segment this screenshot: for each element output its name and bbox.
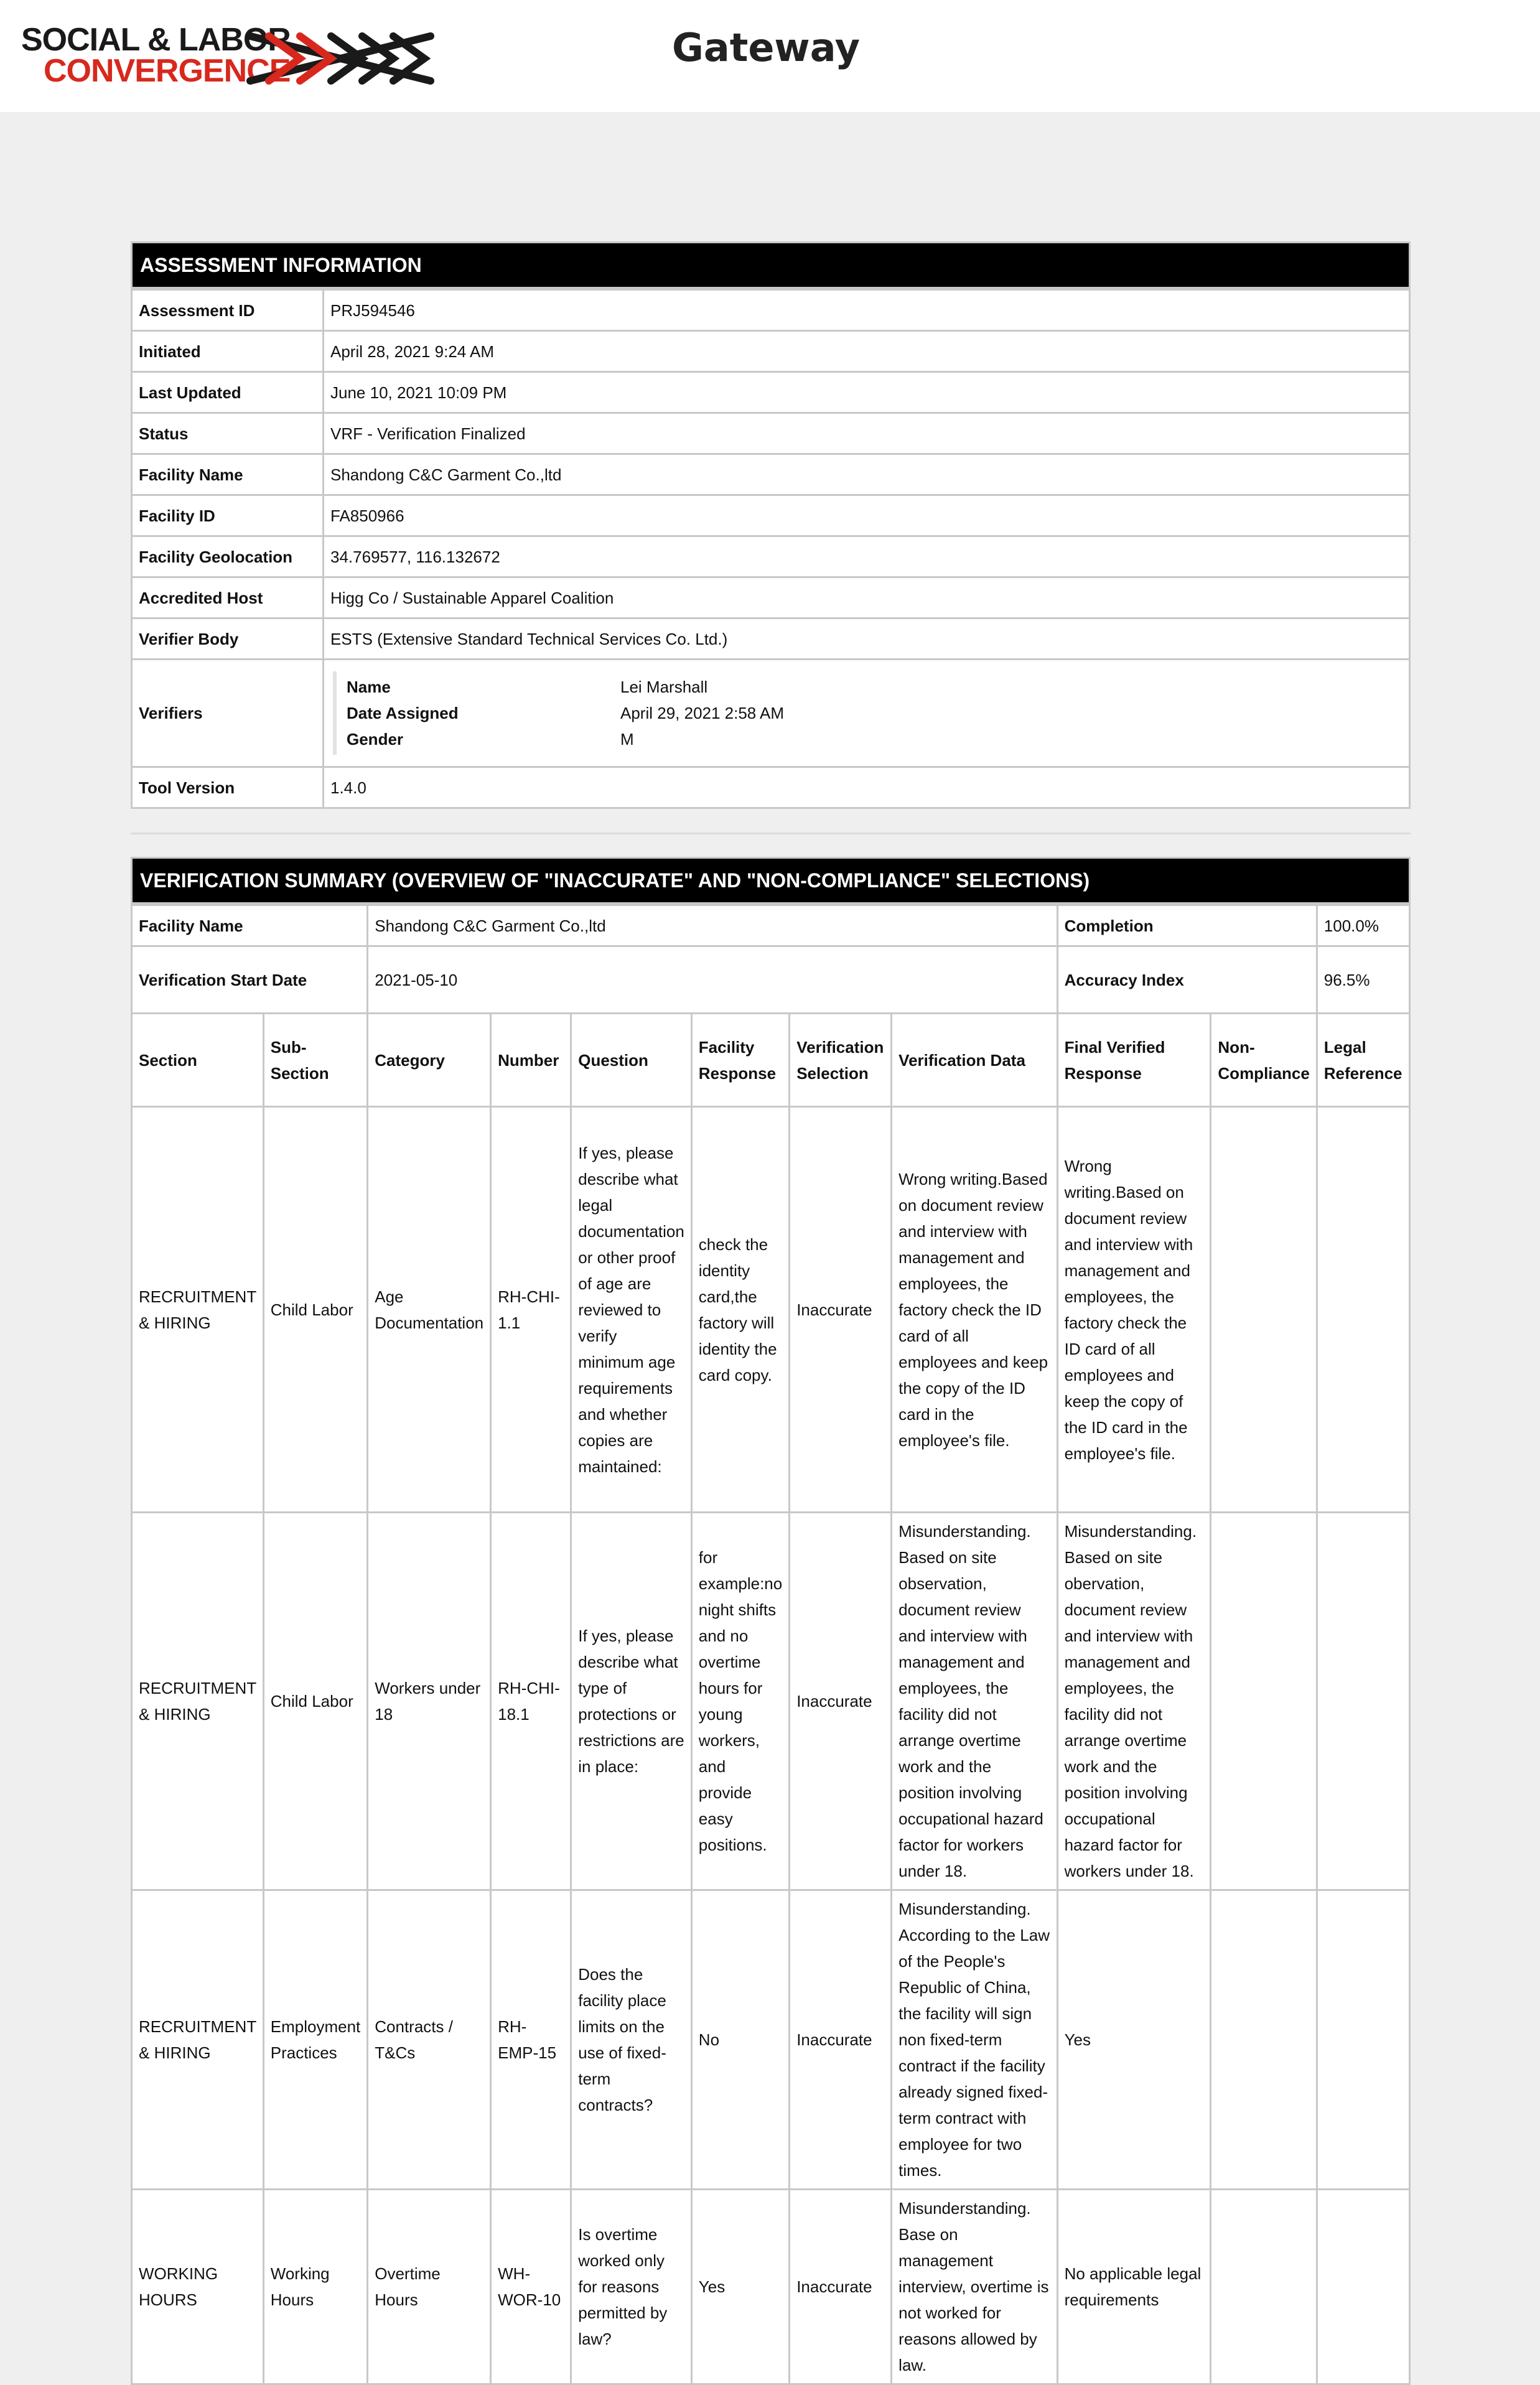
cell-non-compliance xyxy=(1211,1513,1317,1890)
info-row xyxy=(132,372,1410,413)
verifiers-cell xyxy=(324,660,1410,767)
column-header: Legal Reference xyxy=(1317,1014,1409,1107)
cell-sub-section: Employment Practices xyxy=(263,1890,368,2190)
verifier-date-label: Date Assigned xyxy=(347,704,459,722)
cell-section: RECRUITMENT & HIRING xyxy=(132,1890,264,2190)
table-row xyxy=(132,1513,1410,1890)
cell-non-compliance xyxy=(1211,1890,1317,2190)
info-row xyxy=(132,331,1410,372)
cell-legal-reference xyxy=(1317,1513,1409,1890)
verifier-name-label: Name xyxy=(347,678,391,696)
info-row xyxy=(132,767,1410,808)
slcp-logo xyxy=(21,22,419,91)
cell-verification-data: Wrong writing.Based on document review and interview with management and employees, the factory check the ID card of all employees and keep the copy of the ID card in the employee's file. xyxy=(892,1107,1057,1513)
cell-facility-response: check the identity card,the factory will identity the card copy. xyxy=(691,1107,789,1513)
verifiers-row xyxy=(132,660,1410,767)
cell-category: Overtime Hours xyxy=(368,2190,491,2384)
info-value: ESTS (Extensive Standard Technical Services Co. Ltd.) xyxy=(324,618,1410,660)
info-value: 34.769577, 116.132672 xyxy=(324,536,1410,577)
logo-line2: CONVERGENCE xyxy=(44,53,291,89)
verification-summary-header: VERIFICATION SUMMARY (OVERVIEW OF "INACCURATE" AND "NON-COMPLIANCE" SELECTIONS) xyxy=(131,857,1411,904)
summary-meta-row xyxy=(132,946,1410,1014)
column-header: Category xyxy=(368,1014,491,1107)
column-header: Verification Data xyxy=(892,1014,1057,1107)
info-value: 1.4.0 xyxy=(324,767,1410,808)
info-value: June 10, 2021 10:09 PM xyxy=(324,372,1410,413)
cell-verification-data: Misunderstanding. Base on management interview, overtime is not worked for reasons allowed by law. xyxy=(892,2190,1057,2384)
verification-summary-table xyxy=(131,904,1411,2385)
cell-verification-selection: Inaccurate xyxy=(790,1513,892,1890)
verifier-details xyxy=(333,671,1402,755)
cell-number: RH-CHI-1.1 xyxy=(491,1107,571,1513)
cell-legal-reference xyxy=(1317,1107,1409,1513)
meta-value: 96.5% xyxy=(1317,946,1409,1014)
info-value: Higg Co / Sustainable Apparel Coalition xyxy=(324,577,1410,618)
info-value: April 28, 2021 9:24 AM xyxy=(324,331,1410,372)
info-label: Facility Name xyxy=(132,454,324,495)
cell-verification-selection: Inaccurate xyxy=(790,1107,892,1513)
cell-question: If yes, please describe what type of protections or restrictions are in place: xyxy=(571,1513,692,1890)
logo-weave-icon xyxy=(244,24,437,92)
meta-value: Shandong C&C Garment Co.,ltd xyxy=(368,905,1057,946)
cell-category: Workers under 18 xyxy=(368,1513,491,1890)
column-header: Final Verified Response xyxy=(1057,1014,1211,1107)
assessment-info-table xyxy=(131,289,1411,809)
table-row xyxy=(132,1890,1410,2190)
column-header: Verification Selection xyxy=(790,1014,892,1107)
cell-non-compliance xyxy=(1211,1107,1317,1513)
cell-final-response: Misunderstanding. Based on site obervation, document review and interview with management and employees, the facility did not arrange overtime work and the position involving occupational hazard factor for workers under 18. xyxy=(1057,1513,1211,1890)
cell-facility-response: No xyxy=(691,1890,789,2190)
verifier-gender-label: Gender xyxy=(347,730,404,749)
info-value: PRJ594546 xyxy=(324,290,1410,331)
cell-category: Age Documentation xyxy=(368,1107,491,1513)
cell-verification-selection: Inaccurate xyxy=(790,1890,892,2190)
column-header: Question xyxy=(571,1014,692,1107)
section-divider xyxy=(131,833,1411,834)
info-label: Verifier Body xyxy=(132,618,324,660)
info-value: Shandong C&C Garment Co.,ltd xyxy=(324,454,1410,495)
table-row xyxy=(132,1107,1410,1513)
verifier-name: Lei Marshall xyxy=(620,678,708,696)
info-value: VRF - Verification Finalized xyxy=(324,413,1410,454)
logo-line1: SOCIAL & LABOR xyxy=(21,22,291,58)
cell-sub-section: Working Hours xyxy=(263,2190,368,2384)
top-bar xyxy=(0,0,1540,112)
column-header: Section xyxy=(132,1014,264,1107)
meta-label: Verification Start Date xyxy=(132,946,368,1014)
info-label: Verifiers xyxy=(132,660,324,767)
cell-verification-data: Misunderstanding. According to the Law of the People's Republic of China, the facility will sign non fixed-term contract if the facility already signed fixed-term contract with employee for two times. xyxy=(892,1890,1057,2190)
column-header: Sub-Section xyxy=(263,1014,368,1107)
column-header: Facility Response xyxy=(691,1014,789,1107)
meta-label: Facility Name xyxy=(132,905,368,946)
cell-legal-reference xyxy=(1317,1890,1409,2190)
info-label: Accredited Host xyxy=(132,577,324,618)
info-label: Last Updated xyxy=(132,372,324,413)
cell-question: Is overtime worked only for reasons permitted by law? xyxy=(571,2190,692,2384)
meta-label: Completion xyxy=(1057,905,1317,946)
info-label: Facility ID xyxy=(132,495,324,536)
cell-section: WORKING HOURS xyxy=(132,2190,264,2384)
cell-sub-section: Child Labor xyxy=(263,1513,368,1890)
summary-column-headers xyxy=(132,1014,1410,1107)
info-label: Assessment ID xyxy=(132,290,324,331)
info-row xyxy=(132,618,1410,660)
meta-value: 2021-05-10 xyxy=(368,946,1057,1014)
cell-number: WH-WOR-10 xyxy=(491,2190,571,2384)
cell-sub-section: Child Labor xyxy=(263,1107,368,1513)
table-row xyxy=(132,2190,1410,2384)
cell-section: RECRUITMENT & HIRING xyxy=(132,1513,264,1890)
info-label: Facility Geolocation xyxy=(132,536,324,577)
cell-question: Does the facility place limits on the use of fixed-term contracts? xyxy=(571,1890,692,2190)
info-row xyxy=(132,536,1410,577)
column-header: Non-Compliance xyxy=(1211,1014,1317,1107)
meta-value: 100.0% xyxy=(1317,905,1409,946)
cell-final-response: Wrong writing.Based on document review and interview with management and employees, the factory check the ID card of all employees and keep the copy of the ID card in the employee's file. xyxy=(1057,1107,1211,1513)
assessment-info-header: ASSESSMENT INFORMATION xyxy=(131,241,1411,289)
meta-label: Accuracy Index xyxy=(1057,946,1317,1014)
info-row xyxy=(132,413,1410,454)
info-value: FA850966 xyxy=(324,495,1410,536)
cell-final-response: No applicable legal requirements xyxy=(1057,2190,1211,2384)
cell-number: RH-CHI-18.1 xyxy=(491,1513,571,1890)
info-label: Status xyxy=(132,413,324,454)
cell-section: RECRUITMENT & HIRING xyxy=(132,1107,264,1513)
cell-final-response: Yes xyxy=(1057,1890,1211,2190)
info-row xyxy=(132,290,1410,331)
info-label: Tool Version xyxy=(132,767,324,808)
column-header: Number xyxy=(491,1014,571,1107)
cell-verification-selection: Inaccurate xyxy=(790,2190,892,2384)
info-row xyxy=(132,577,1410,618)
info-label: Initiated xyxy=(132,331,324,372)
cell-facility-response: Yes xyxy=(691,2190,789,2384)
info-row xyxy=(132,495,1410,536)
cell-verification-data: Misunderstanding. Based on site observation, document review and interview with management and employees, the facility did not arrange overtime work and the position involving occupational hazard factor for workers under 18. xyxy=(892,1513,1057,1890)
cell-non-compliance xyxy=(1211,2190,1317,2384)
verifier-date: April 29, 2021 2:58 AM xyxy=(620,704,785,722)
info-row xyxy=(132,454,1410,495)
report-content xyxy=(131,241,1411,2385)
cell-question: If yes, please describe what legal documentation or other proof of age are reviewed to verify minimum age requirements and whether copies are maintained: xyxy=(571,1107,692,1513)
cell-number: RH-EMP-15 xyxy=(491,1890,571,2190)
app-title: Gateway xyxy=(672,25,861,70)
verifier-gender: M xyxy=(620,730,634,749)
cell-category: Contracts / T&Cs xyxy=(368,1890,491,2190)
summary-meta-row xyxy=(132,905,1410,946)
cell-legal-reference xyxy=(1317,2190,1409,2384)
cell-facility-response: for example:no night shifts and no overtime hours for young workers, and provide easy positions. xyxy=(691,1513,789,1890)
